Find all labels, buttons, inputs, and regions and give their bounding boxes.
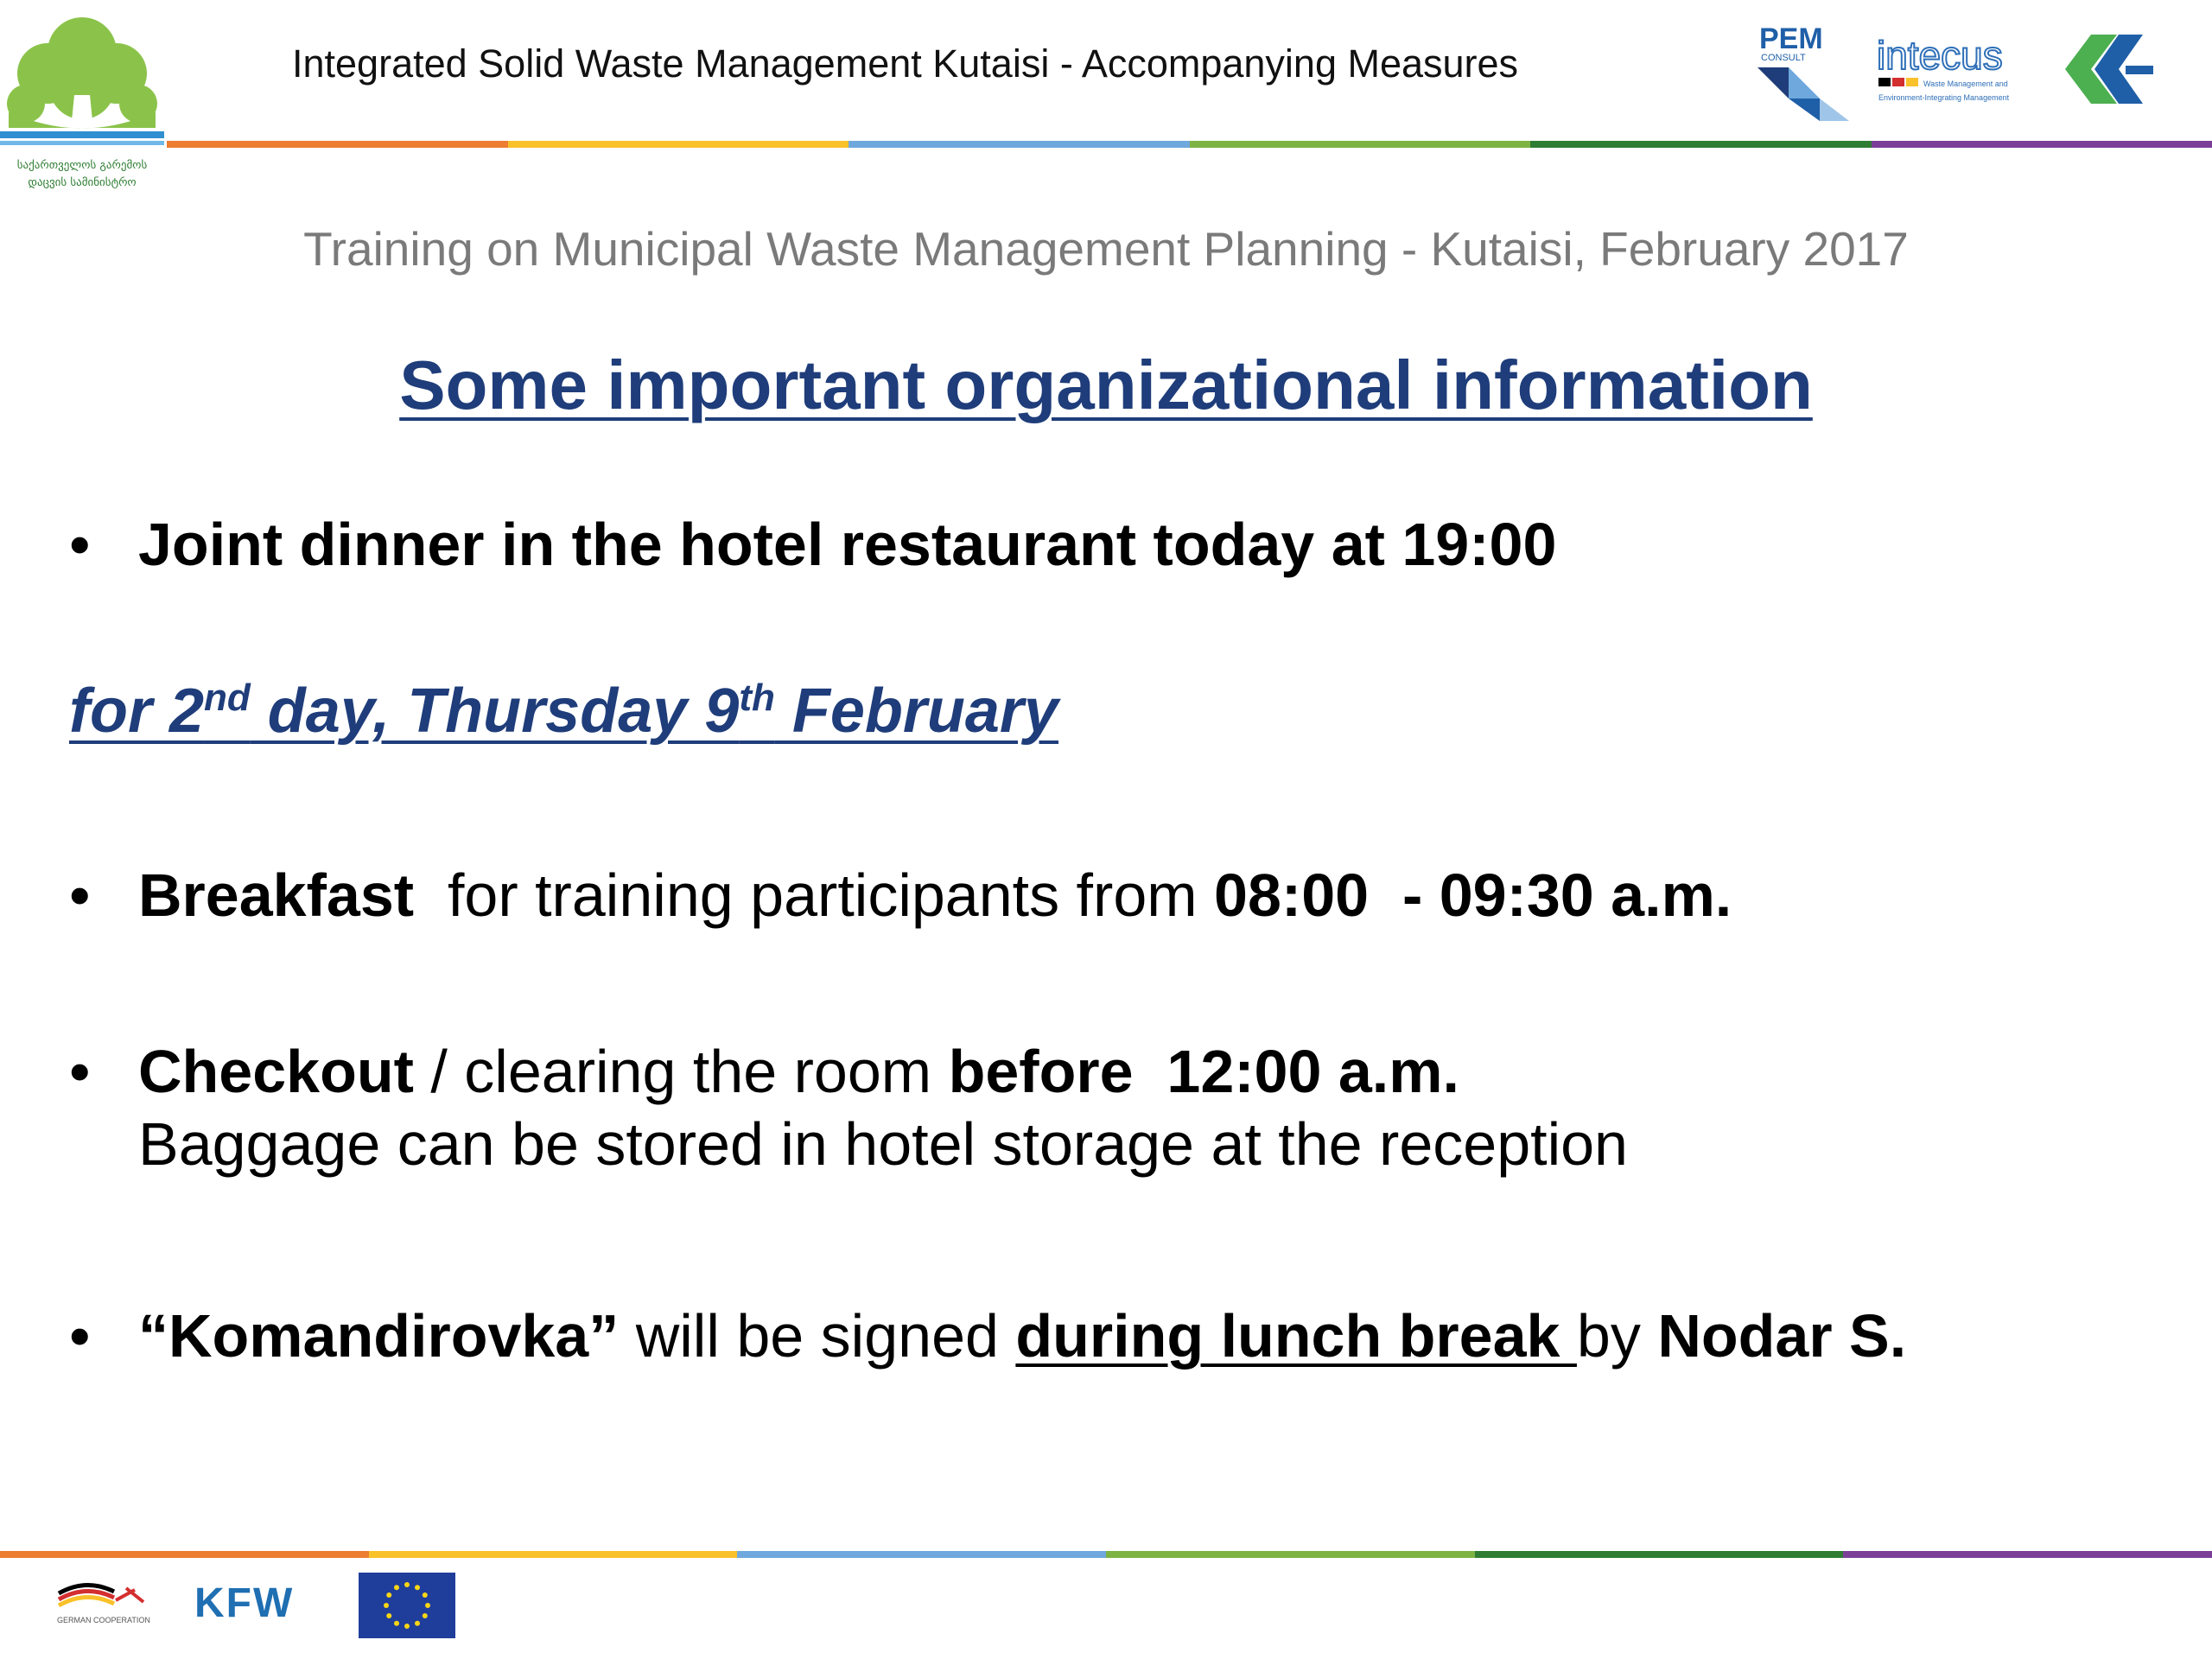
header-title: Integrated Solid Waste Management Kutaisi - Accompanying Measures bbox=[292, 41, 1519, 86]
pem-consult-logo bbox=[1754, 19, 1858, 123]
eu-star-icon bbox=[394, 1621, 399, 1626]
bar-segment-dark-green bbox=[1475, 1551, 1844, 1558]
eu-star-icon bbox=[404, 1582, 410, 1587]
intecus-logo bbox=[1875, 33, 2039, 111]
eu-star-icon bbox=[384, 1603, 389, 1608]
komandirovka-middle: will be signed bbox=[619, 1302, 1016, 1370]
eu-flag-logo bbox=[359, 1573, 455, 1638]
breakfast-middle: for training participants from bbox=[414, 861, 1215, 929]
breakfast-label: Breakfast bbox=[138, 861, 415, 929]
komandirovka-end-bold: Nodar S. bbox=[1657, 1302, 1907, 1370]
breakfast-time: 08:00 - 09:30 a.m. bbox=[1214, 861, 1732, 929]
dinner-text: Joint dinner in the hotel restaurant today at 19:00 bbox=[138, 511, 1557, 578]
g-logo bbox=[2056, 26, 2160, 112]
bullet-komandirovka bbox=[69, 1300, 1906, 1372]
day-heading-sup1: nd bbox=[204, 677, 251, 719]
eu-star-icon bbox=[415, 1621, 420, 1626]
bar-segment-light-blue bbox=[849, 141, 1190, 148]
header-color-bar bbox=[167, 141, 2212, 148]
intecus-logo-text: intecus bbox=[1877, 33, 2003, 78]
ministry-tree-logo bbox=[0, 0, 164, 199]
day-heading bbox=[69, 676, 1058, 747]
eu-star-icon bbox=[423, 1592, 428, 1598]
eu-star-icon bbox=[415, 1585, 420, 1590]
bullet-checkout bbox=[69, 1035, 1628, 1180]
eu-star-icon bbox=[394, 1585, 399, 1590]
bar-segment-light-blue bbox=[737, 1551, 1106, 1558]
bullet-dot: • bbox=[69, 1038, 91, 1105]
eu-star-icon bbox=[386, 1613, 391, 1618]
bar-segment-orange bbox=[167, 141, 508, 148]
bullet-dot: • bbox=[69, 861, 91, 929]
intecus-logo-sub-2: Environment-Integrating Management bbox=[1878, 93, 2010, 102]
slide-heading: Some important organizational information bbox=[399, 346, 1813, 423]
bullet-dinner bbox=[69, 508, 1556, 581]
eu-star-icon bbox=[404, 1624, 410, 1629]
day-heading-part3: February bbox=[774, 677, 1058, 746]
bar-segment-yellow bbox=[508, 141, 849, 148]
german-cooperation-logo bbox=[52, 1574, 164, 1635]
checkout-middle: / clearing the room bbox=[413, 1038, 949, 1105]
day-heading-sup2: th bbox=[739, 677, 775, 719]
checkout-baggage: Baggage can be stored in hotel storage at the reception bbox=[138, 1110, 1628, 1178]
bullet-breakfast bbox=[69, 859, 1732, 931]
bar-segment-dark-green bbox=[1530, 141, 1872, 148]
bar-segment-purple bbox=[1872, 141, 2212, 148]
kfw-logo: KFW bbox=[194, 1580, 295, 1626]
checkout-label: Checkout bbox=[138, 1038, 414, 1105]
bullet-dot: • bbox=[69, 1302, 91, 1370]
day-heading-part1: for 2 bbox=[69, 677, 205, 746]
eu-star-icon bbox=[423, 1613, 428, 1618]
footer-color-bar bbox=[0, 1551, 2212, 1558]
bar-segment-purple bbox=[1843, 1551, 2212, 1558]
bar-segment-light-green bbox=[1106, 1551, 1475, 1558]
eu-star-icon bbox=[425, 1603, 430, 1608]
bar-segment-orange bbox=[0, 1551, 369, 1558]
bullet-dot: • bbox=[69, 511, 91, 578]
tree-logo-caption-1: საქართველოს გარემოს bbox=[16, 159, 148, 172]
komandirovka-end-plain: by bbox=[1576, 1302, 1658, 1370]
bar-segment-light-green bbox=[1190, 141, 1531, 148]
pem-logo-subtext: CONSULT bbox=[1761, 53, 1806, 63]
tree-logo-caption-2: დაცვის სამინისტრო bbox=[28, 176, 137, 189]
day-heading-part2: day, Thursday 9 bbox=[250, 677, 740, 746]
checkout-before: before 12:00 a.m. bbox=[948, 1038, 1459, 1105]
pem-logo-text: PEM bbox=[1759, 22, 1823, 55]
bar-segment-yellow bbox=[369, 1551, 738, 1558]
komandirovka-label: “Komandirovka” bbox=[138, 1302, 620, 1370]
komandirovka-emphasis: during lunch break bbox=[1015, 1302, 1577, 1370]
intecus-logo-sub-1: Waste Management and bbox=[1923, 79, 2008, 88]
german-cooperation-caption: GERMAN COOPERATION bbox=[57, 1616, 150, 1624]
training-subtitle: Training on Municipal Waste Management Planning - Kutaisi, February 2017 bbox=[303, 222, 1909, 276]
eu-star-icon bbox=[386, 1592, 391, 1598]
